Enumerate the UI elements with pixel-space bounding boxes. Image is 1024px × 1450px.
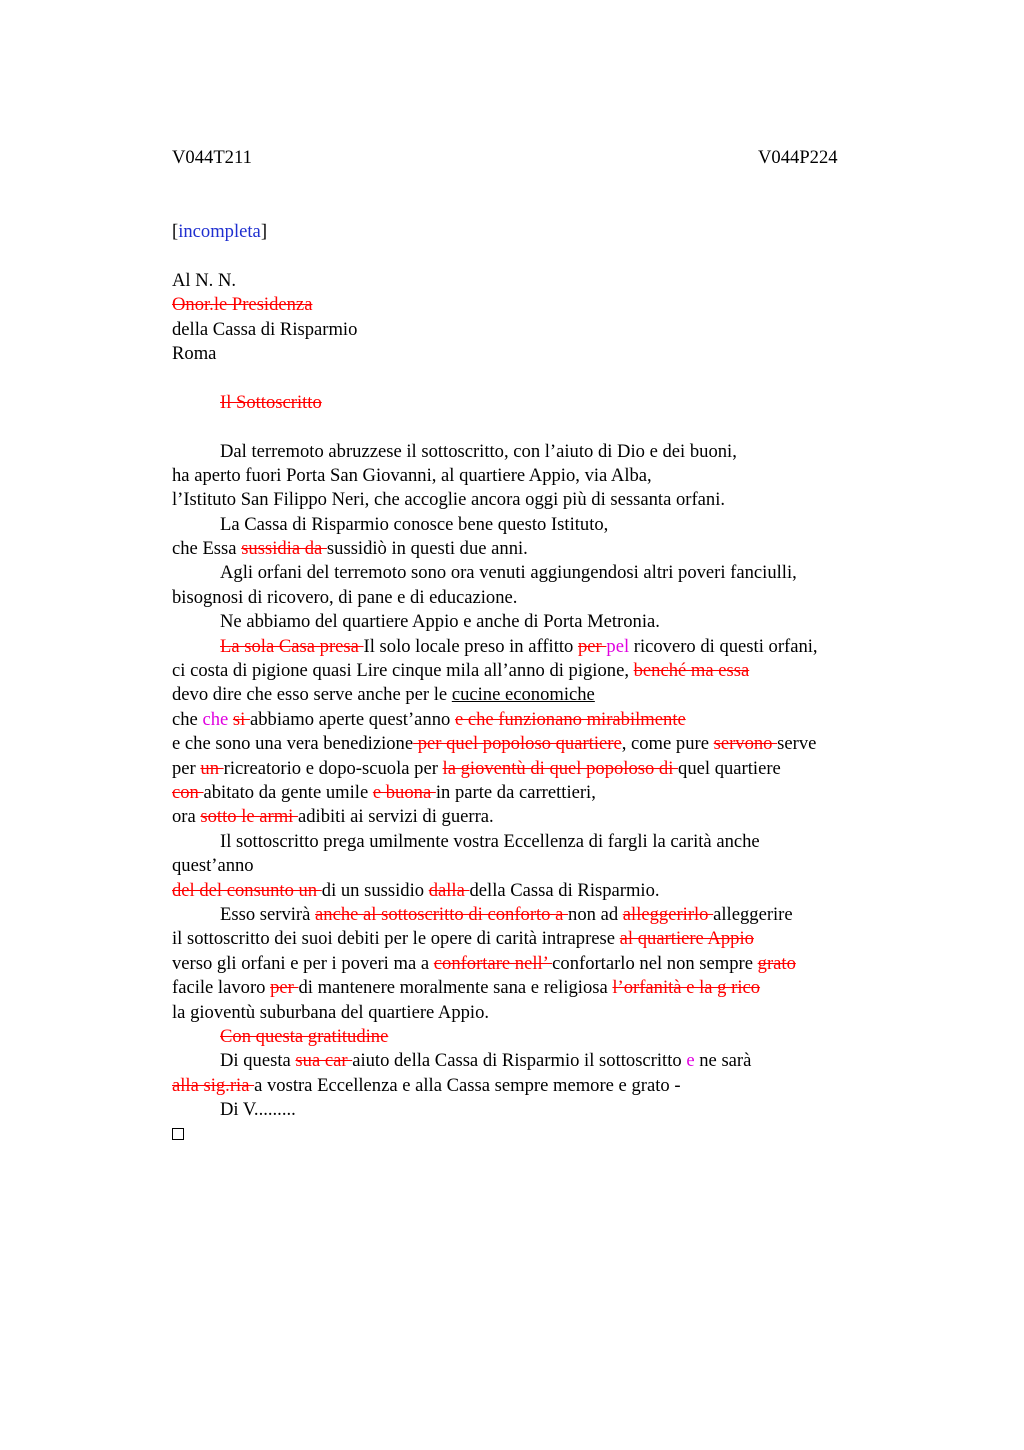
underlined-text: cucine economiche	[451, 684, 595, 706]
text-line: il sottoscritto dei suoi debiti per le opere di carità intraprese al quartiere Appio	[172, 928, 754, 950]
deleted-text: con	[172, 781, 204, 803]
deleted-text: e buona	[372, 781, 436, 803]
deleted-text: si	[232, 708, 250, 730]
text-line: Di V.........	[220, 1099, 296, 1121]
deleted-text: al quartiere Appio	[619, 928, 754, 950]
text-line: Ne abbiamo del quartiere Appio e anche di Porta Metronia.	[220, 611, 660, 633]
text-line: ci costa di pigione quasi Lire cinque mila all’anno di pigione, benché ma essa	[172, 660, 750, 682]
deleted-text: per	[270, 977, 299, 999]
text-line: verso gli orfani e per i poveri ma a confortare nell’ confortarlo nel non sempre grato	[172, 952, 796, 974]
deleted-text: la gioventù di quel popoloso di	[442, 757, 679, 779]
deleted-text: e che funzionano mirabilmente	[454, 708, 686, 730]
text-line: per un ricreatorio e dopo-scuola per la gioventù di quel popoloso di quel quartiere	[172, 757, 781, 779]
text-line: e che sono una vera benedizione per quel popoloso quartiere, come pure servono serve	[172, 733, 817, 755]
deleted-text: servono	[713, 733, 778, 755]
deleted-text: sotto le armi	[200, 806, 298, 828]
text-line: Di questa sua car aiuto della Cassa di Risparmio il sottoscritto e ne sarà	[220, 1050, 752, 1072]
text-line: facile lavoro per di mantenere moralmente sana e religiosa l’orfanità e la g rico	[172, 977, 761, 999]
text-line: devo dire che esso serve anche per le cucine economiche	[172, 684, 595, 706]
deleted-text: Con questa gratitudine	[220, 1025, 389, 1047]
text-line: che Essa sussidia da sussidiò in questi due anni.	[172, 538, 528, 560]
text-line: Il sottoscritto prega umilmente vostra Eccellenza di fargli la carità anche	[220, 830, 760, 852]
deleted-text: grato	[757, 952, 796, 974]
text-line: quest’anno	[172, 855, 254, 877]
text-line: ha aperto fuori Porta San Giovanni, al quartiere Appio, via Alba,	[172, 464, 652, 486]
deleted-text: dalla	[428, 879, 470, 901]
deleted-text: per quel popoloso quartiere	[413, 733, 622, 755]
text-line: Dal terremoto abruzzese il sottoscritto, con l’aiuto di Dio e dei buoni,	[220, 440, 737, 462]
deleted-text: Onor.le Presidenza	[172, 294, 313, 316]
deleted-text: alleggerirlo	[622, 903, 714, 925]
text-line: La Cassa di Risparmio conosce bene questo Istituto,	[220, 513, 609, 535]
deleted-text: confortare nell’	[433, 952, 553, 974]
deleted-text: benché ma essa	[633, 660, 750, 682]
inserted-text: e	[686, 1050, 695, 1072]
deleted-text: Il Sottoscritto	[220, 391, 322, 413]
deleted-text: La sola Casa presa	[220, 635, 364, 657]
inserted-text: che	[202, 708, 229, 730]
text-line: che che si abbiamo aperte quest’anno e che funzionano mirabilmente	[172, 708, 686, 730]
text-line: Esso servirà anche al sottoscritto di conforto a non ad alleggerirlo alleggerire	[220, 903, 793, 925]
address-line: della Cassa di Risparmio	[172, 318, 358, 340]
square-icon	[172, 1128, 184, 1140]
status-note: [incompleta]	[172, 221, 268, 242]
address-line: Al N. N.	[172, 269, 237, 291]
deleted-text: un	[200, 757, 224, 779]
text-line: ora sotto le armi adibiti ai servizi di guerra.	[172, 806, 494, 828]
text-line: Agli orfani del terremoto sono ora venuti aggiungendosi altri poveri fanciulli,	[220, 562, 797, 584]
text-line: la gioventù suburbana del quartiere Appio.	[172, 1001, 490, 1023]
deleted-text: sussidia da	[241, 538, 327, 560]
document-code-right: V044P224	[758, 147, 838, 168]
text-line: con abitato da gente umile e buona in parte da carrettieri,	[172, 781, 596, 803]
text-line	[172, 1025, 912, 1049]
text-line: del del consunto un di un sussidio dalla della Cassa di Risparmio.	[172, 879, 660, 901]
address-line	[172, 293, 912, 317]
end-marker	[172, 1122, 912, 1146]
deleted-text: anche al sottoscritto di conforto a	[315, 903, 569, 925]
text-line: alla sig.ria a vostra Eccellenza e alla Cassa sempre memore e grato -	[172, 1074, 681, 1096]
deleted-text: sua car	[295, 1050, 353, 1072]
inserted-text: pel	[606, 635, 630, 657]
status-label: incompleta	[178, 221, 261, 242]
deleted-text: alla sig.ria	[172, 1074, 255, 1096]
text-line	[172, 391, 912, 415]
deleted-text: per	[578, 635, 607, 657]
text-line: La sola Casa presa Il solo locale preso in affitto per pel ricovero di questi orfani,	[220, 635, 818, 657]
document-code-left: V044T211	[172, 147, 252, 168]
text-line: l’Istituto San Filippo Neri, che accoglie ancora oggi più di sessanta orfani.	[172, 489, 726, 511]
deleted-text: del del consunto un	[172, 879, 322, 901]
deleted-text: l’orfanità e la g rico	[612, 977, 761, 999]
address-line: Roma	[172, 342, 217, 364]
letter-body	[172, 220, 912, 1147]
text-line: bisognosi di ricovero, di pane e di educazione.	[172, 586, 518, 608]
